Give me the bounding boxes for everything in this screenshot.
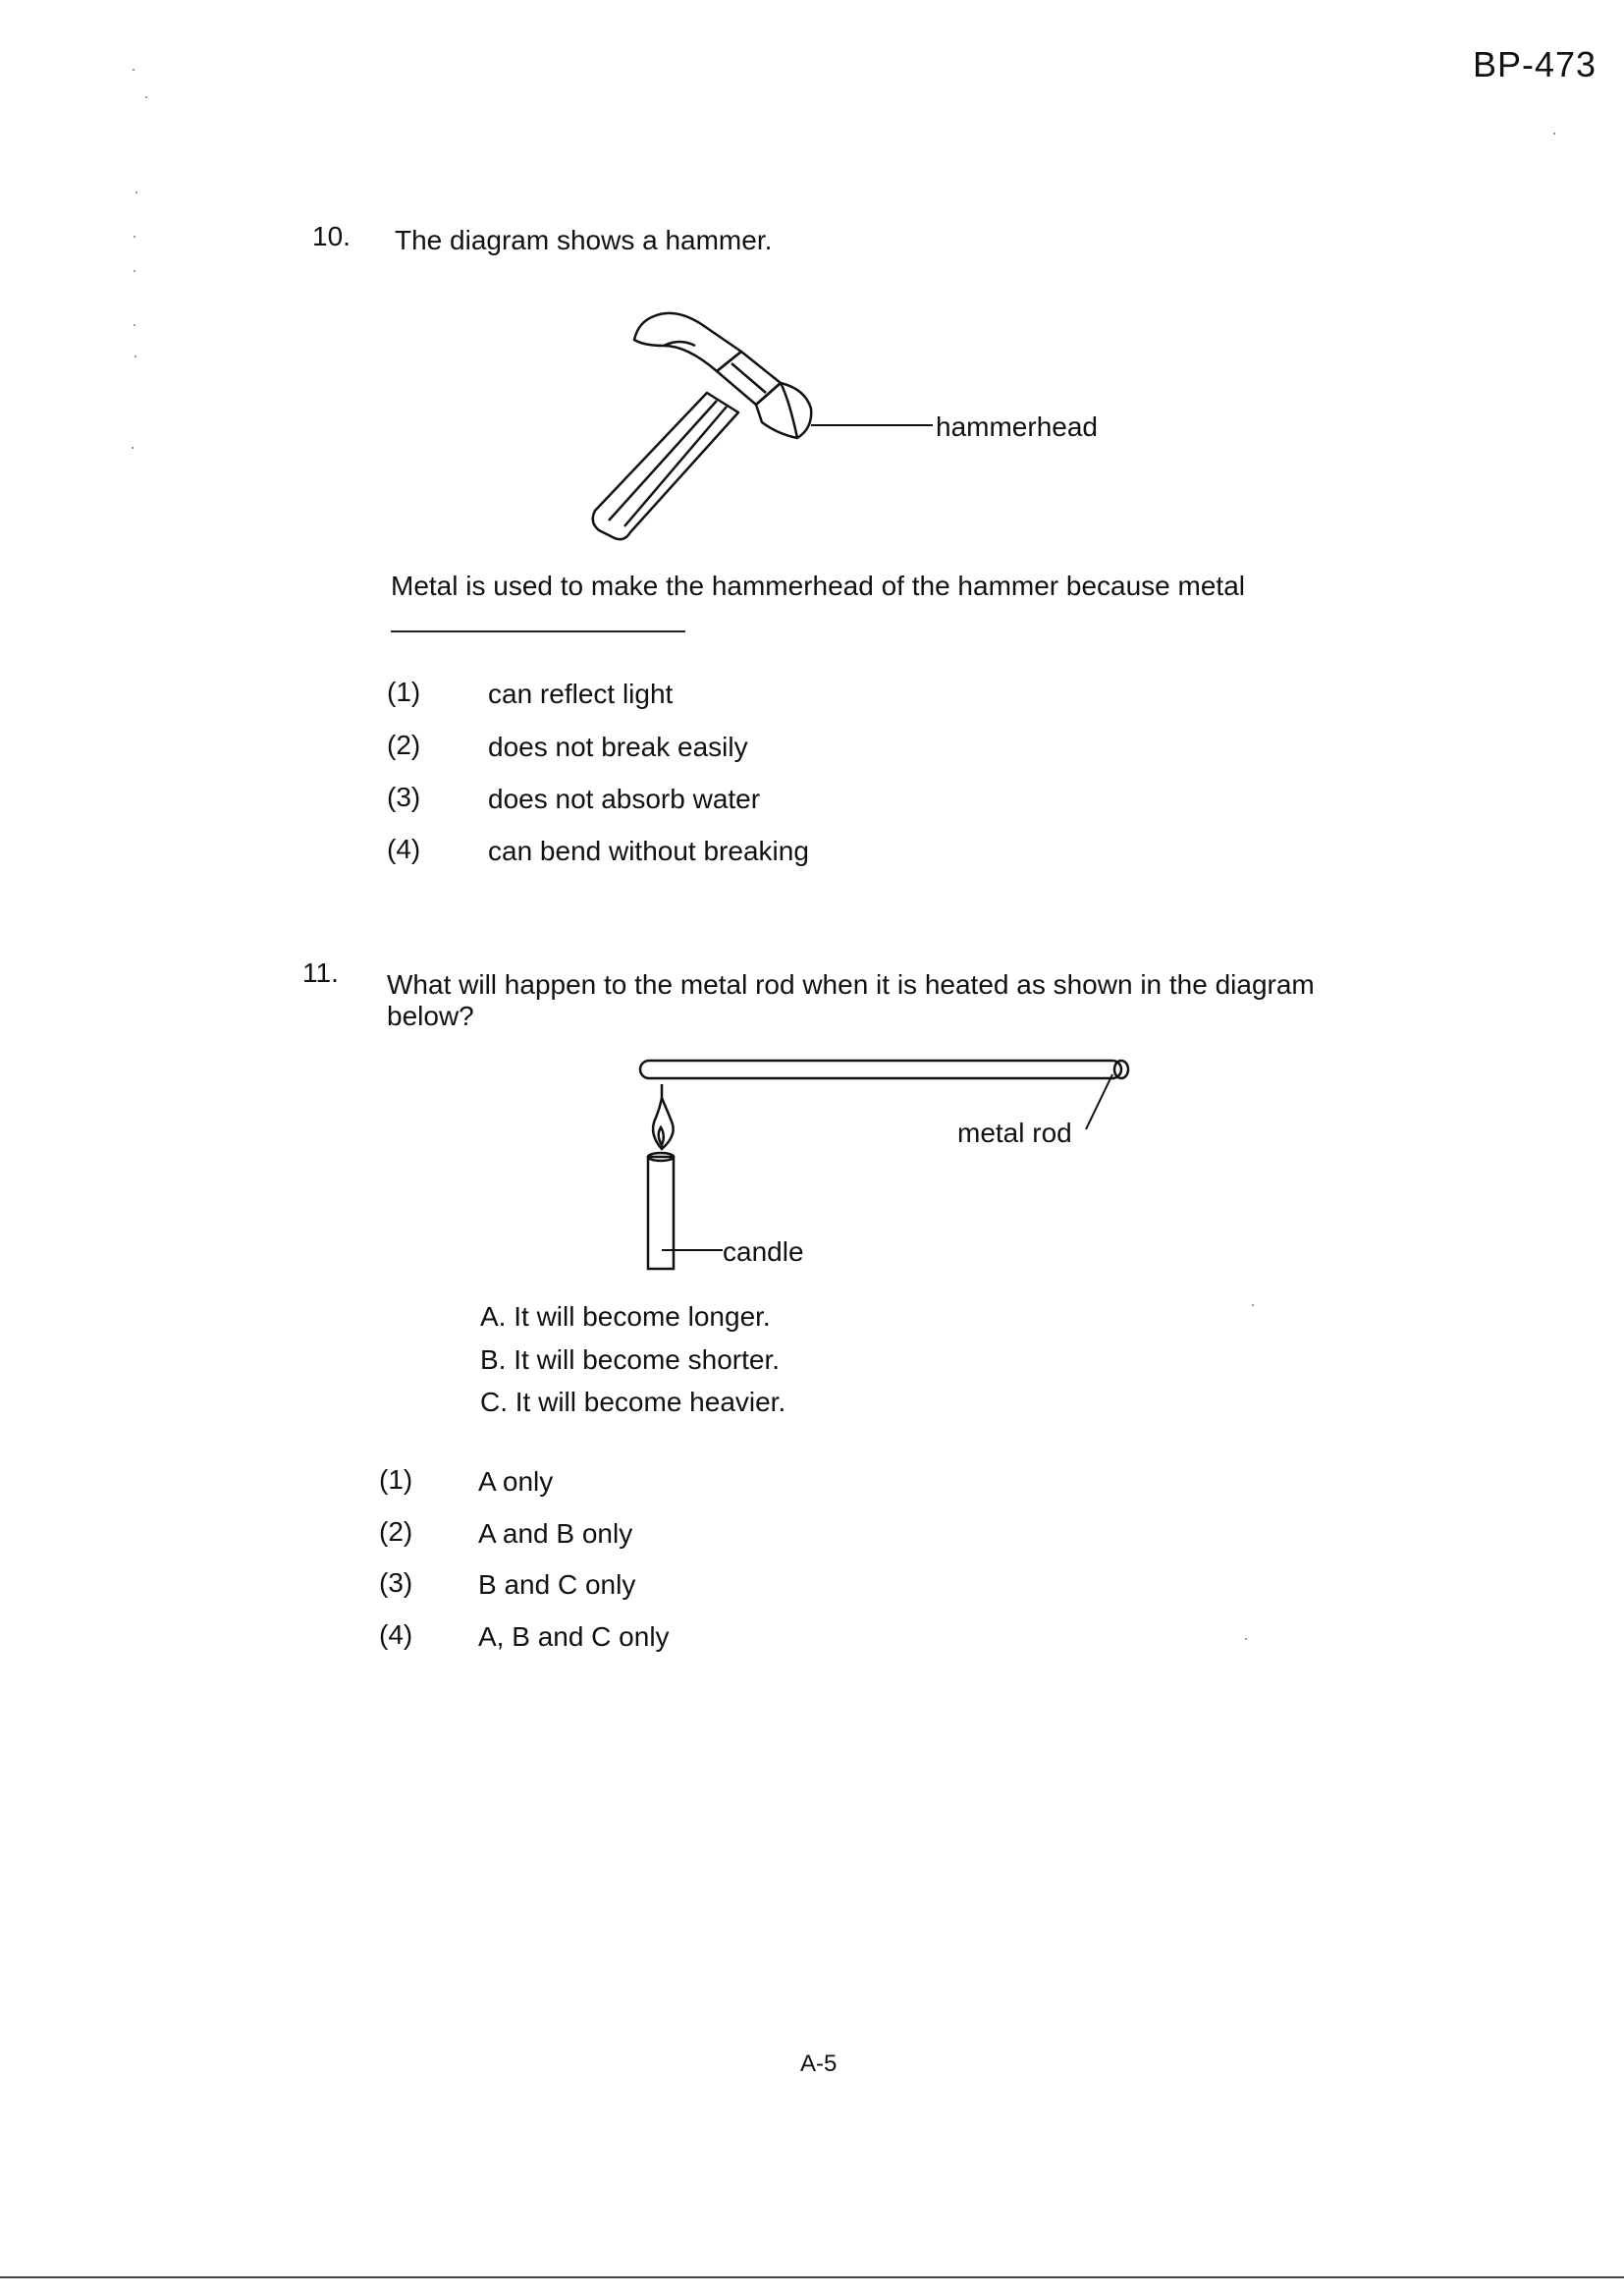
question-11-stem-line-1: What will happen to the metal rod when it is heated as shown in the diagram — [387, 969, 1315, 1000]
q11-option-1-number: (1) — [379, 1464, 413, 1495]
scan-speck — [1245, 1638, 1247, 1640]
bottom-rule — [0, 2276, 1624, 2278]
question-10-number: 10. — [312, 221, 351, 251]
statement-c: C. It will become heavier. — [480, 1387, 786, 1417]
question-11-number: 11. — [302, 957, 339, 988]
scan-speck — [145, 96, 147, 98]
question-11-stem-line-2: below? — [387, 1001, 474, 1031]
q11-option-2-text: A and B only — [478, 1518, 633, 1549]
answer-blank — [391, 630, 685, 632]
q11-option-4-text: A, B and C only — [478, 1621, 670, 1652]
metal-rod — [640, 1061, 1121, 1078]
question-10-stem: The diagram shows a hammer. — [395, 225, 773, 255]
q10-option-4-text: can bend without breaking — [488, 836, 809, 866]
question-10-prompt: Metal is used to make the hammerhead of the hammer because metal — [391, 571, 1245, 601]
rod-candle-diagram — [628, 1051, 1139, 1286]
scan-speck — [134, 270, 135, 272]
q10-option-2-number: (2) — [387, 730, 421, 760]
statement-a: A. It will become longer. — [480, 1301, 771, 1332]
q10-option-3-number: (3) — [387, 782, 421, 812]
q10-option-1-text: can reflect light — [488, 679, 674, 709]
scan-speck — [135, 191, 137, 193]
hammerhead-label: hammerhead — [936, 411, 1098, 442]
metal-rod-leader-line — [1086, 1074, 1112, 1129]
candle-label: candle — [723, 1236, 804, 1267]
hammer-diagram — [569, 306, 962, 542]
scan-speck — [1252, 1304, 1254, 1306]
scan-speck — [133, 69, 135, 71]
statement-b: B. It will become shorter. — [480, 1344, 781, 1375]
scan-speck — [1553, 133, 1555, 135]
q11-option-4-number: (4) — [379, 1619, 413, 1650]
q10-option-4-number: (4) — [387, 834, 421, 864]
q10-option-3-text: does not absorb water — [488, 784, 761, 814]
q11-option-1-text: A only — [478, 1466, 554, 1497]
q11-option-3-text: B and C only — [478, 1569, 636, 1600]
q11-option-3-number: (3) — [379, 1567, 413, 1598]
scan-speck — [132, 447, 134, 449]
q11-option-2-number: (2) — [379, 1516, 413, 1547]
scan-speck — [134, 236, 135, 238]
scan-speck — [135, 355, 136, 357]
metal-rod-label: metal rod — [957, 1118, 1072, 1148]
scan-speck — [134, 324, 135, 326]
page-code: BP-473 — [1473, 44, 1597, 84]
q10-option-1-number: (1) — [387, 677, 421, 707]
candle-body — [648, 1157, 674, 1269]
page-number: A-5 — [800, 2050, 838, 2077]
hammer-handle — [593, 393, 738, 539]
q10-option-2-text: does not break easily — [488, 732, 748, 762]
